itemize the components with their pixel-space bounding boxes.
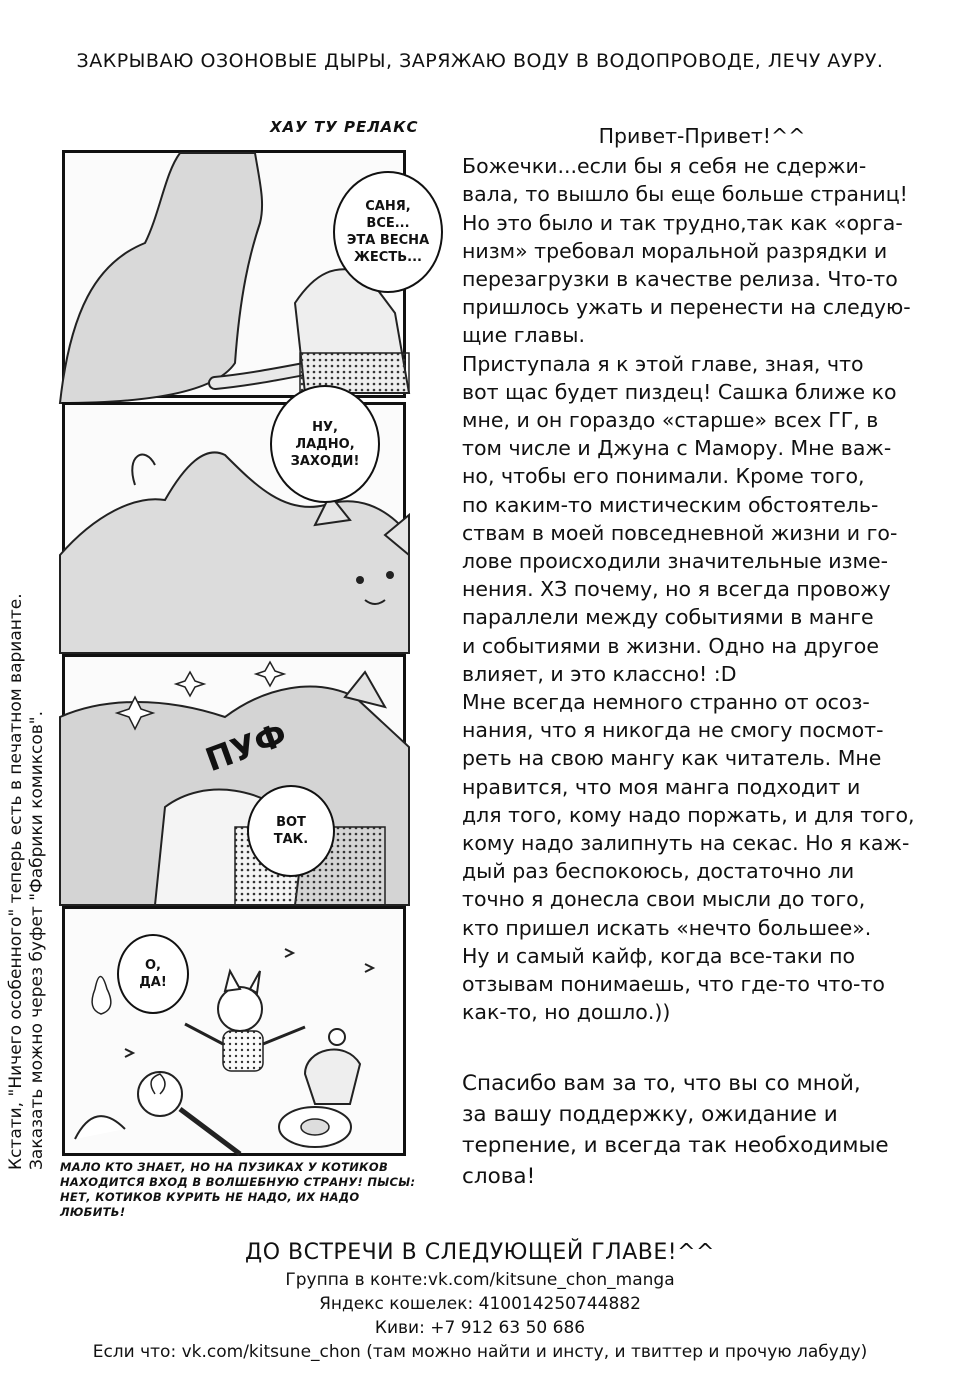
speech-bubble-3-text: ВОТ ТАК. <box>273 815 309 847</box>
side-note <box>6 593 66 1170</box>
magic-land-illustration <box>65 909 409 1159</box>
comic-panel-2 <box>62 402 406 650</box>
footer <box>0 1238 960 1364</box>
comic-panel-3 <box>62 654 406 902</box>
letter-paragraph-2: Приступала я к этой главе, зная, что вот щас будет пиздец! Сашка ближе ко мне, и он гораздо «старше» всех ГГ, в том числе и Джуна с Мамору. Мне важ- но, чтобы его понимали. Кроме того, по каким-то мистическим обстоятель- ствам в моей повседневной жизни и го- лове происходили значительные изме- нения. ХЗ почему, но я всегда провожу параллели между событиями в манге и событиями в жизни. Одно на другое влияет, и это классно! :D <box>462 351 898 686</box>
comic-footnote: МАЛО КТО ЗНАЕТ, НО НА ПУЗИКАХ У КОТИКОВ НАХОДИТСЯ ВХОД В ВОЛШЕБНУЮ СТРАНУ! ПЫСЫ: НЕТ, КОТИКОВ КУРИТЬ НЕ НАДО, ИХ НАДО ЛЮБИТЬ! <box>60 1160 416 1219</box>
farewell-text: ДО ВСТРЕЧИ В СЛЕДУЮЩЕЙ ГЛАВЕ!^^ <box>245 1240 715 1265</box>
side-note-line-2: Заказать можно через буфет "Фабрики комиксов". <box>27 711 47 1170</box>
speech-bubble-2-text: НУ, ЛАДНО, ЗАХОДИ! <box>290 419 360 469</box>
letter-paragraph-3: Мне всегда немного странно от осоз- нания, что я никогда не смогу посмот- реть на свою мангу как читатель. Мне нравится, что моя манга подходит и для того, кому надо поржать, и для того, кому надо залипнуть на секас. Но я каж- дый раз беспокоюсь, достаточно ли точно я донесла свои мысли до того, кто пришел искать «нечто большее». Ну и самый кайф, когда все-таки по отзывам понимаешь, что где-то что-то как-то, но дошло.)) <box>462 690 915 1025</box>
speech-bubble-1-text: САНЯ, ВСЕ... ЭТА ВЕСНА ЖЕСТЬ... <box>346 199 430 265</box>
side-note-line-1: Кстати, "Ничего особенного" теперь есть в печатном варианте. <box>6 593 26 1170</box>
author-letter <box>462 122 942 1027</box>
comic-title: ХАУ ТУ РЕЛАКС <box>270 118 419 136</box>
letter-greeting: Привет-Привет!^^ <box>598 124 806 148</box>
letter-paragraph-1: Божечки...если бы я себя не сдержи- вала, то вышло бы еще больше страниц! Но это было и так трудно,так как «орга- низм» требовал моральной разрядки и перезагрузки в качестве релиза. Что-то пришлось ужать и перенести на следую- щие главы. <box>462 154 911 348</box>
speech-bubble-4-text: О, ДА! <box>139 958 167 990</box>
qiwi-line: Киви: +7 912 63 50 686 <box>374 1318 586 1338</box>
comic-strip <box>62 150 430 1156</box>
cat-hug-illustration <box>65 657 409 905</box>
vk-group-line: Группа в конте:vk.com/kitsune_chon_manga <box>285 1270 675 1290</box>
contacts-line: Если что: vk.com/kitsune_chon (там можно найти и инсту, и твиттер и прочую лабуду) <box>92 1342 868 1362</box>
sfx-text: ПУФ <box>200 714 292 780</box>
letter-thanks: Спасибо вам за то, что вы со мной, за вашу поддержку, ожидание и терпение, и всегда так необходимые слова! <box>462 1071 889 1189</box>
speech-bubble-2 <box>270 385 380 503</box>
yandex-wallet-line: Яндекс кошелек: 410014250744882 <box>319 1294 641 1314</box>
comic-panel-1 <box>62 150 430 398</box>
header-line: ЗАКРЫВАЮ ОЗОНОВЫЕ ДЫРЫ, ЗАРЯЖАЮ ВОДУ В ВОДОПРОВОДЕ, ЛЕЧУ АУРУ. <box>76 50 884 72</box>
comic-panel-4 <box>62 906 406 1156</box>
speech-bubble-1 <box>333 171 443 293</box>
speech-bubble-4 <box>117 934 189 1014</box>
speech-bubble-3 <box>247 785 335 877</box>
